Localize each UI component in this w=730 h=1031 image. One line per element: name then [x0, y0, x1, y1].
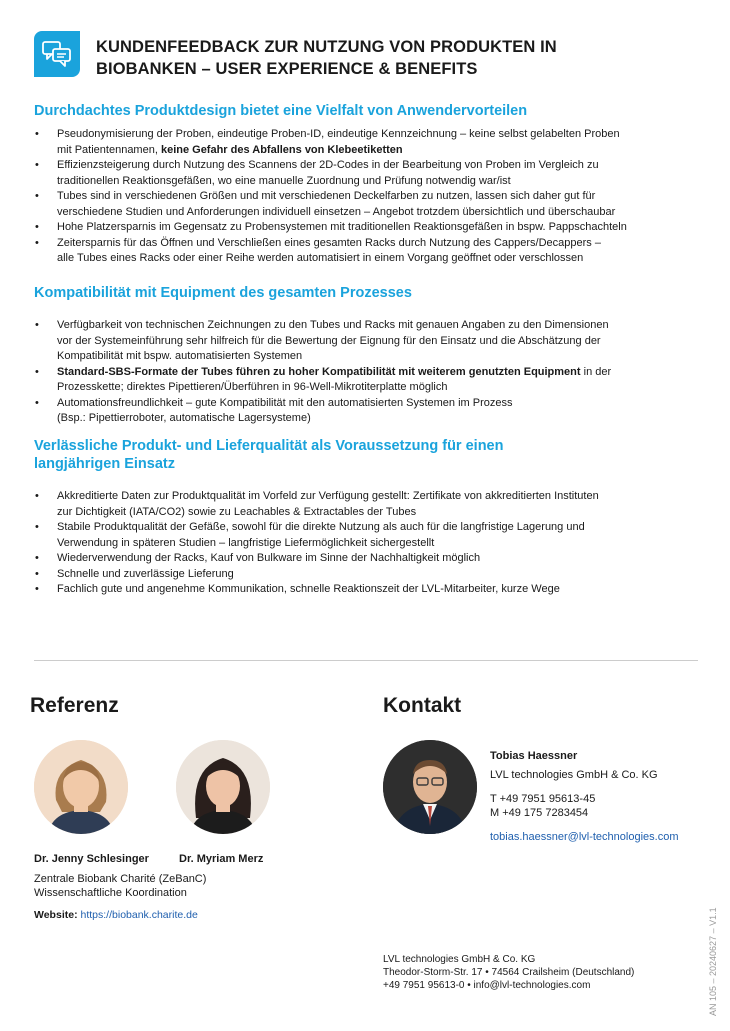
list-item	[34, 236, 684, 267]
chat-bubbles-icon	[42, 40, 72, 68]
item-text: Zeitersparnis für das Öffnen und Verschließen eines gesamten Racks durch Nutzung des Cappers/Decappers –	[57, 236, 601, 249]
list-item	[34, 189, 684, 220]
bullet-list	[34, 318, 684, 427]
list-item	[34, 365, 684, 396]
item-text: Effizienzsteigerung durch Nutzung des Scannens der 2D-Codes in der Bearbeitung von Proben im Vergleich zu	[57, 159, 599, 171]
list-item	[34, 551, 684, 567]
avatar-tobias-haessner	[383, 740, 477, 834]
contact-email-link[interactable]: tobias.haessner@lvl-technologies.com	[490, 831, 679, 843]
bullet-marker: •	[35, 236, 39, 249]
section-heading: Durchdachtes Produktdesign bietet eine Vielfalt von Anwendervorteilen	[34, 103, 528, 119]
item-text: Fachlich gute und angenehme Kommunikation, schnelle Reaktionszeit der LVL-Mitarbeiter, kurze Wege	[57, 583, 560, 595]
footer-address: Theodor-Storm-Str. 17 • 74564 Crailsheim (Deutschland)	[383, 967, 635, 978]
list-item	[34, 220, 684, 236]
item-text: Prozesskette; direktes Pipettieren/Überführen in 96-Well-Mikrotiterplatte möglich	[57, 381, 448, 393]
person-photo-icon	[383, 740, 477, 834]
title-line: BIOBANKEN – USER EXPERIENCE & BENEFITS	[96, 60, 478, 78]
contact-mobile: M +49 175 7283454	[490, 807, 589, 819]
item-text: verschiedene Studien und Anforderungen individuell einsetzen – Angebot trotzdem übersichtlich und überschaubar	[57, 205, 616, 218]
reference-person-name: Dr. Jenny Schlesinger	[34, 853, 149, 865]
bullet-marker: •	[35, 128, 39, 140]
avatar-myriam-merz	[176, 740, 270, 834]
footer-company: LVL technologies GmbH & Co. KG	[383, 954, 536, 965]
website-label: Website:	[34, 909, 78, 921]
reference-department: Wissenschaftliche Koordination	[34, 887, 187, 899]
person-photo-icon	[34, 740, 128, 834]
list-item	[34, 489, 684, 520]
item-text: alle Tubes eines Racks oder einer Reihe werden automatisiert in einem Vorgang geöffnet oder verschlossen	[57, 252, 584, 264]
bullet-marker: •	[35, 567, 39, 580]
item-text-bold: Standard-SBS-Formate der Tubes führen zu hoher Kompatibilität mit weiterem genutzten Equipment	[57, 365, 581, 378]
item-text: Automationsfreundlichkeit – gute Kompatibilität mit den automatisierten Systemen im Prozess	[57, 396, 513, 409]
bullet-marker: •	[35, 159, 39, 171]
bullet-marker: •	[35, 365, 39, 378]
list-item	[34, 158, 684, 189]
item-text: Tubes sind in verschiedenen Größen und mit verschiedenen Deckelfarben zu nutzen, lassen sich daher gut für	[57, 190, 596, 202]
item-text: zur Dichtigkeit (IATA/CO2) sowie zu Leachables & Extractables der Tubes	[57, 505, 417, 518]
bullet-marker: •	[35, 583, 39, 595]
bullet-marker: •	[35, 221, 39, 233]
item-text-bold: keine Gefahr des Abfallens von Klebeetiketten	[160, 143, 403, 156]
contact-phone: T +49 7951 95613-45	[490, 793, 596, 805]
item-text: Kompatibilität mit bspw. automatisierten Systemen	[57, 350, 303, 362]
item-text: vor der Systemeinführung sehr hilfreich für die Bewertung der Eignung für den Einsatz und die Abschätzung der	[57, 334, 601, 347]
item-text: Verwendung in späteren Studien – langfristige Liefermöglichkeit sichergestellt	[57, 536, 435, 549]
bullet-marker: •	[35, 190, 39, 202]
website-link[interactable]: https://biobank.charite.de	[80, 909, 198, 921]
item-text: Akkreditierte Daten zur Produktqualität im Vorfeld zur Verfügung gestellt: Zertifikate von akkreditierten Instituten	[57, 490, 599, 502]
bullet-marker: •	[35, 319, 39, 331]
contact-heading: Kontakt	[383, 694, 462, 717]
item-text: Pseudonymisierung der Proben, eindeutige Proben-ID, eindeutige Kennzeichnung – keine selbst gelabelten Proben	[57, 128, 620, 140]
item-text: Verfügbarkeit von technischen Zeichnungen zu den Tubes und Racks mit genauen Angaben zu den Dimensionen	[57, 319, 609, 331]
reference-organization: Zentrale Biobank Charité (ZeBanC)	[34, 873, 207, 885]
list-item	[34, 520, 684, 551]
section-heading: Kompatibilität mit Equipment des gesamten Prozesses	[34, 285, 412, 301]
section-divider	[34, 660, 698, 661]
section-quality	[34, 437, 684, 598]
bullet-marker: •	[35, 552, 39, 564]
list-item	[34, 318, 684, 365]
bullet-marker: •	[35, 490, 39, 502]
section-product-design	[34, 102, 684, 267]
reference-heading: Referenz	[30, 694, 119, 717]
item-text: (Bsp.: Pipettierroboter, automatische Lagersysteme)	[57, 412, 311, 424]
section-compatibility	[34, 284, 684, 427]
bullet-list	[34, 489, 684, 598]
heading-line: langjährigen Einsatz	[34, 456, 175, 472]
item-text: mit Patientennamen,	[57, 143, 161, 156]
list-item	[34, 582, 684, 598]
person-photo-icon	[176, 740, 270, 834]
item-text: Hohe Platzersparnis im Gegensatz zu Probensystemen mit traditionellen Reaktionsgefäßen in bspw. Pappschachteln	[57, 221, 627, 233]
page-title	[96, 36, 656, 80]
item-text: Wiederverwendung der Racks, Kauf von Bulkware im Sinne der Nachhaltigkeit möglich	[57, 552, 481, 564]
reference-person-name: Dr. Myriam Merz	[179, 853, 264, 865]
list-item	[34, 127, 684, 158]
heading-line: Verlässliche Produkt- und Lieferqualität als Voraussetzung für einen	[34, 438, 504, 454]
item-text: Stabile Produktqualität der Gefäße, sowohl für die direkte Nutzung als auch für die langfristige Lagerung und	[57, 521, 585, 533]
list-item	[34, 396, 684, 427]
avatar-jenny-schlesinger	[34, 740, 128, 834]
contact-company: LVL technologies GmbH & Co. KG	[490, 769, 658, 781]
item-text: in der	[580, 365, 612, 378]
contact-name: Tobias Haessner	[490, 750, 578, 762]
bullet-list	[34, 127, 684, 267]
section-heading	[34, 437, 684, 473]
list-item	[34, 567, 684, 583]
item-text: Schnelle und zuverlässige Lieferung	[57, 567, 234, 580]
logo-badge	[34, 31, 80, 77]
item-text: traditionellen Reaktionsgefäßen, wo eine manuelle Zuordnung und Prüfung notwendig war/ist	[57, 174, 511, 187]
reference-website	[34, 908, 198, 923]
document-code: AN 105 – 20240627 – V1.1	[708, 907, 718, 1016]
title-line: KUNDENFEEDBACK ZUR NUTZUNG VON PRODUKTEN IN	[96, 38, 557, 56]
bullet-marker: •	[35, 396, 39, 409]
footer-contact: +49 7951 95613-0 • info@lvl-technologies.com	[383, 980, 591, 991]
bullet-marker: •	[35, 521, 39, 533]
